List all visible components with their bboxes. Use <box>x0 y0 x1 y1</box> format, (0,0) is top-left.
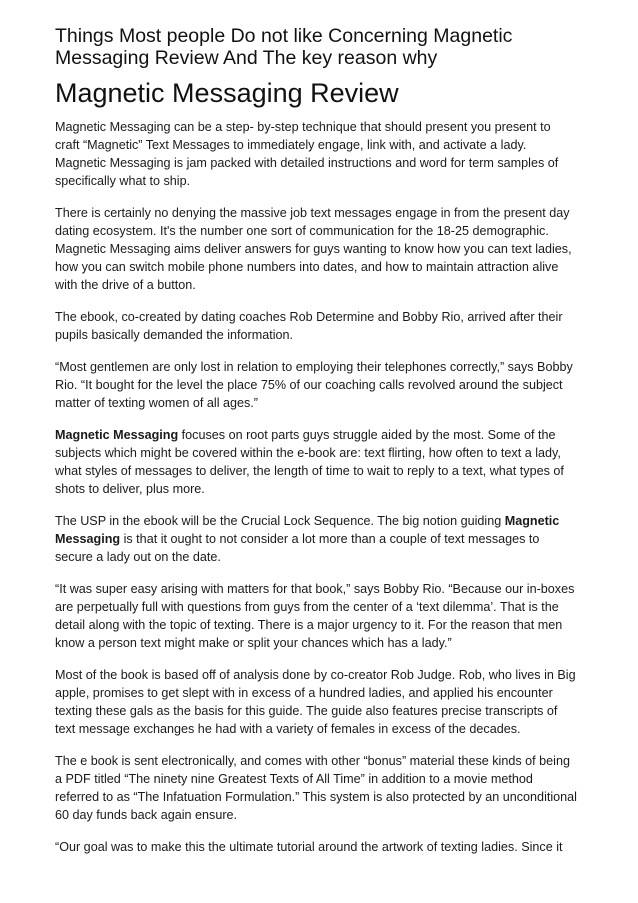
paragraph-quote-inbox <box>55 580 578 652</box>
article-heading: Magnetic Messaging Review <box>55 78 399 108</box>
paragraph-text: “It was super easy arising with matters for that book,” says Bobby Rio. “Because our in-boxes are perpetually full with questions from guys from the center of a ‘text dilemma’. That is the detail along with the topic of texting. There is a major urgency to it. For the reason that men know a person text might make or split your chances which has a lady.” <box>55 582 575 650</box>
paragraph-research <box>55 666 578 738</box>
paragraph-text: Most of the book is based off of analysis done by co-creator Rob Judge. Rob, who lives in Big apple, promises to get slept with in excess of a hundred ladies, and applied his encounter texting these gals as the basis for this guide. The guide also features precise transcripts of text message exchanges he had with a variety of females in excess of the decades. <box>55 668 576 736</box>
paragraph-bonus <box>55 752 578 824</box>
paragraph-text: The ebook, co-created by dating coaches Rob Determine and Bobby Rio, arrived after their pupils basically demanded the information. <box>55 310 563 342</box>
paragraph-text-lead: The USP in the ebook will be the Crucial Lock Sequence. The big notion guiding <box>55 514 505 528</box>
paragraph-text: focuses on root parts guys struggle aided by the most. Some of the subjects which might be covered within the e-book are: text flirting, how often to text a lady, what styles of messages to deliver, the length of time to wait to reply to a text, what types of shots to deliver, plus more. <box>55 428 564 496</box>
paragraph-focus <box>55 426 578 498</box>
paragraph-text: “Our goal was to make this the ultimate tutorial around the artwork of texting ladies. Since it <box>55 840 563 854</box>
paragraph-quote-rio <box>55 358 578 412</box>
document-title: Things Most people Do not like Concerning Magnetic Messaging Review And The key reason why <box>55 25 513 69</box>
paragraph-intro <box>55 118 578 190</box>
paragraph-text: Magnetic Messaging can be a step- by-step technique that should present you present to craft “Magnetic” Text Messages to immediately engage, link with, and activate a lady. Magnetic Messaging is jam packed with detailed instructions and word for term samples of specifically what to ship. <box>55 120 559 188</box>
paragraph-text: There is certainly no denying the massive job text messages engage in from the present day dating ecosystem. It's the number one sort of communication for the 18-25 demographic. Magnetic Messaging aims deliver answers for guys wanting to know how you can text ladies, how you can switch mobile phone numbers into dates, and how to maintain attraction alive with the drive of a button. <box>55 206 572 292</box>
paragraph-text: is that it ought to not consider a lot more than a couple of text messages to secure a lady out on the date. <box>55 532 540 564</box>
paragraph-ebook-origin <box>55 308 578 344</box>
paragraph-text: “Most gentlemen are only lost in relation to employing their telephones correctly,” says Bobby Rio. “It bought for the level the place 75% of our coaching calls revolved around the subject matter of texting women of all ages.” <box>55 360 573 410</box>
paragraph-usp <box>55 512 578 566</box>
bold-term: Magnetic Messaging <box>55 514 560 546</box>
paragraph-text: The e book is sent electronically, and comes with other “bonus” material these kinds of being a PDF titled “The ninety nine Greatest Texts of All Time” in addition to a movie method referred to as “The Infatuation Formulation.” This system is also protected by an unconditional 60 day funds back again ensure. <box>55 754 577 822</box>
bold-term: Magnetic Messaging <box>55 428 179 442</box>
paragraph-goal <box>55 838 578 856</box>
paragraph-ecosystem <box>55 204 578 294</box>
